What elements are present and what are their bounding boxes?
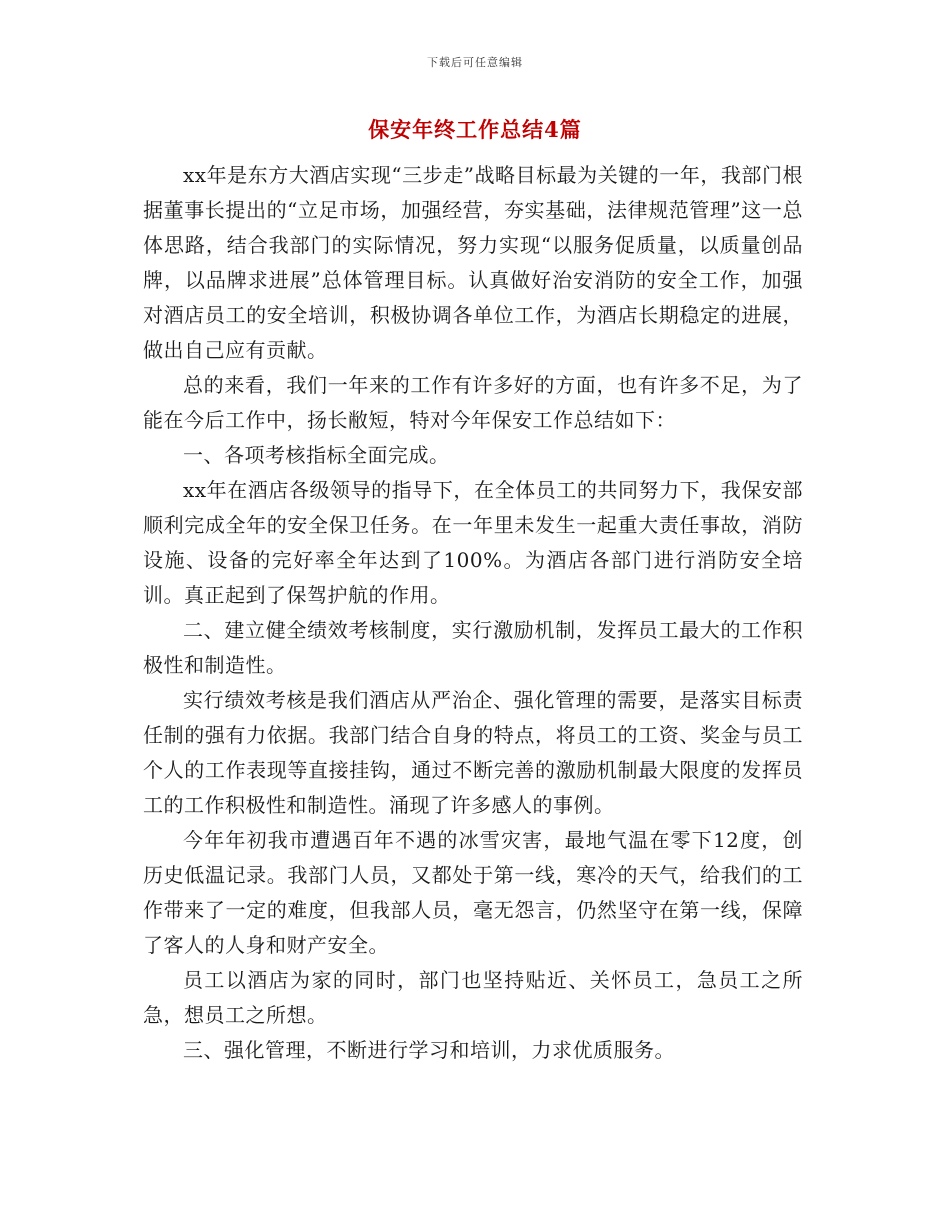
section-heading-1: 一、各项考核指标全面完成。: [183, 443, 450, 467]
paragraph-staff-care: 员工以酒店为家的同时，部门也坚持贴近、关怀员工，急员工之所急，想员工之所想。: [143, 968, 803, 1027]
header-note: 下载后可任意编辑: [427, 56, 523, 69]
section-heading-2: 二、建立健全绩效考核制度，实行激励机制，发挥员工最大的工作积极性和制造性。: [143, 618, 803, 677]
paragraph-overview: 总的来看，我们一年来的工作有许多好的方面，也有许多不足，为了能在今后工作中，扬长敝短，特对今年保安工作总结如下：: [143, 373, 803, 432]
document-title: 保安年终工作总结4篇: [368, 117, 582, 142]
paragraph-section-2: 实行绩效考核是我们酒店从严治企、强化管理的需要，是落实目标责任制的强有力依据。我部门结合自身的特点，将员工的工资、奖金与员工个人的工作表现等直接挂钩，通过不断完善的激励机制最大限度的发挥员工的工作积极性和制造性。涌现了许多感人的事例。: [143, 688, 803, 817]
section-heading-3: 三、强化管理，不断进行学习和培训，力求优质服务。: [183, 1038, 675, 1062]
paragraph-section-1: xx年在酒店各级领导的指导下，在全体员工的共同努力下，我保安部顺利完成全年的安全保卫任务。在一年里未发生一起重大责任事故，消防设施、设备的完好率全年达到了100%。为酒店各部门进行消防安全培训。真正起到了保驾护航的作用。: [143, 478, 803, 607]
paragraph-snow-disaster: 今年年初我市遭遇百年不遇的冰雪灾害，最地气温在零下12度，创历史低温记录。我部门人员，又都处于第一线，寒冷的天气，给我们的工作带来了一定的难度，但我部人员，毫无怨言，仍然坚守在第一线，保障了客人的人身和财产安全。: [143, 828, 803, 957]
paragraph-intro: xx年是东方大酒店实现“三步走”战略目标最为关键的一年，我部门根据董事长提出的“立足市场，加强经营，夯实基础，法律规范管理”这一总体思路，结合我部门的实际情况，努力实现“以服务促质量，以质量创品牌，以品牌求进展”总体管理目标。认真做好治安消防的安全工作，加强对酒店员工的安全培训，积极协调各单位工作，为酒店长期稳定的进展，做出自己应有贡献。: [143, 163, 803, 362]
document-body: [143, 158, 803, 1068]
